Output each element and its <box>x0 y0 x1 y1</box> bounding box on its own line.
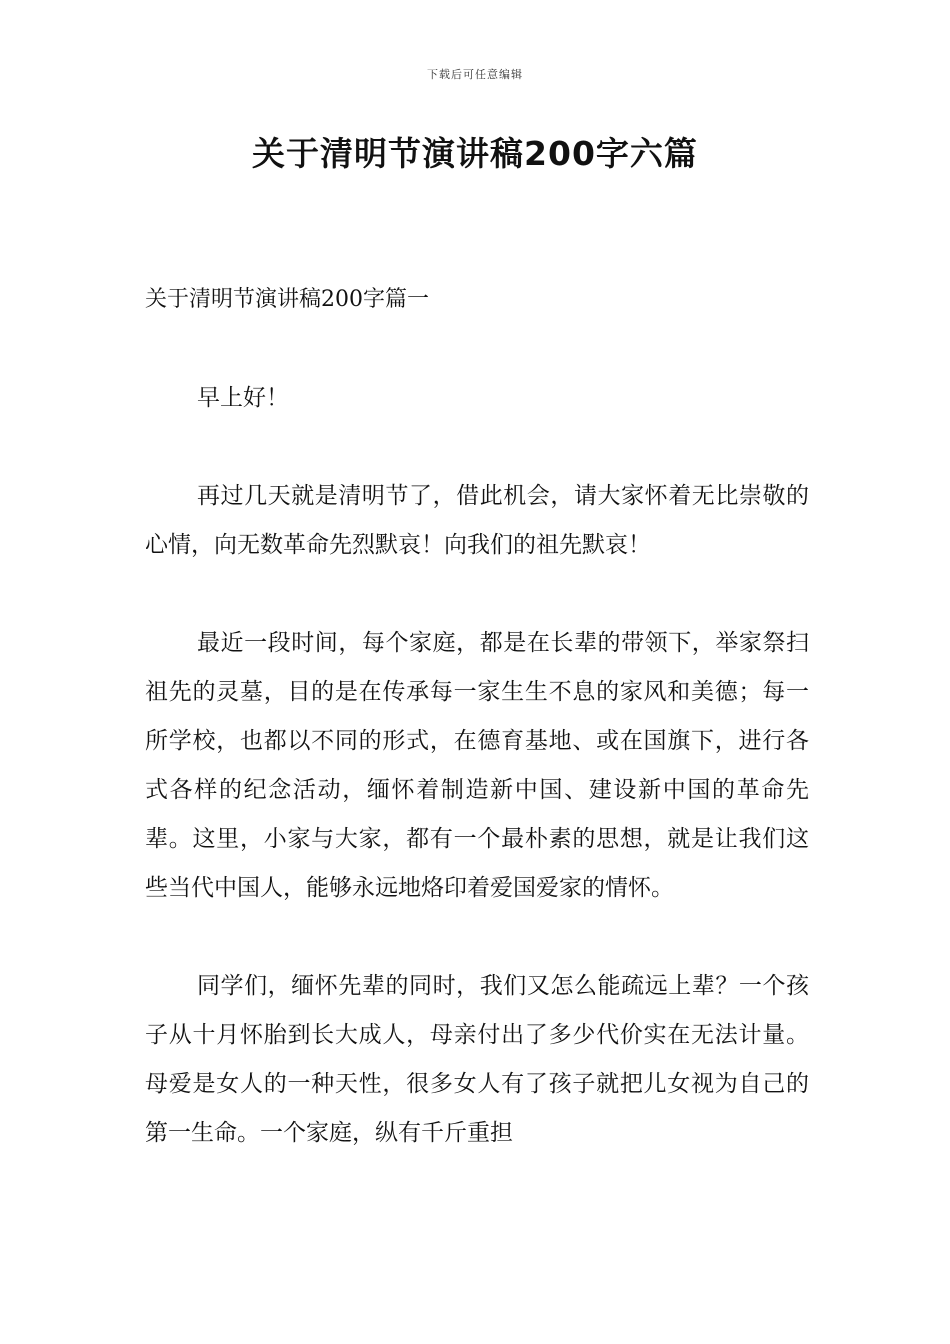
paragraph-2: 再过几天就是清明节了，借此机会，请大家怀着无比崇敬的心情，向无数革命先烈默哀！向我们的祖先默哀！ <box>145 483 809 558</box>
document-title: 关于清明节演讲稿200字六篇 <box>252 134 698 173</box>
paragraph-greeting: 早上好！ <box>197 385 289 411</box>
paragraph-4: 同学们，缅怀先辈的同时，我们又怎么能疏远上辈？一个孩子从十月怀胎到长大成人，母亲付出了多少代价实在无法计量。母爱是女人的一种天性，很多女人有了孩子就把儿女视为自己的第一生命。一个家庭，纵有千斤重担 <box>145 973 809 1146</box>
document-body <box>145 284 809 1207</box>
paragraph-3: 最近一段时间，每个家庭，都是在长辈的带领下，举家祭扫祖先的灵墓，目的是在传承每一家生生不息的家风和美德；每一所学校，也都以不同的形式，在德育基地、或在国旗下，进行各式各样的纪念活动，缅怀着制造新中国、建设新中国的革命先辈。这里，小家与大家，都有一个最朴素的思想，就是让我们这些当代中国人，能够永远地烙印着爱国爱家的情怀。 <box>145 630 809 901</box>
section-heading: 关于清明节演讲稿200字篇一 <box>145 287 429 312</box>
header-note: 下载后可任意编辑 <box>427 68 523 81</box>
